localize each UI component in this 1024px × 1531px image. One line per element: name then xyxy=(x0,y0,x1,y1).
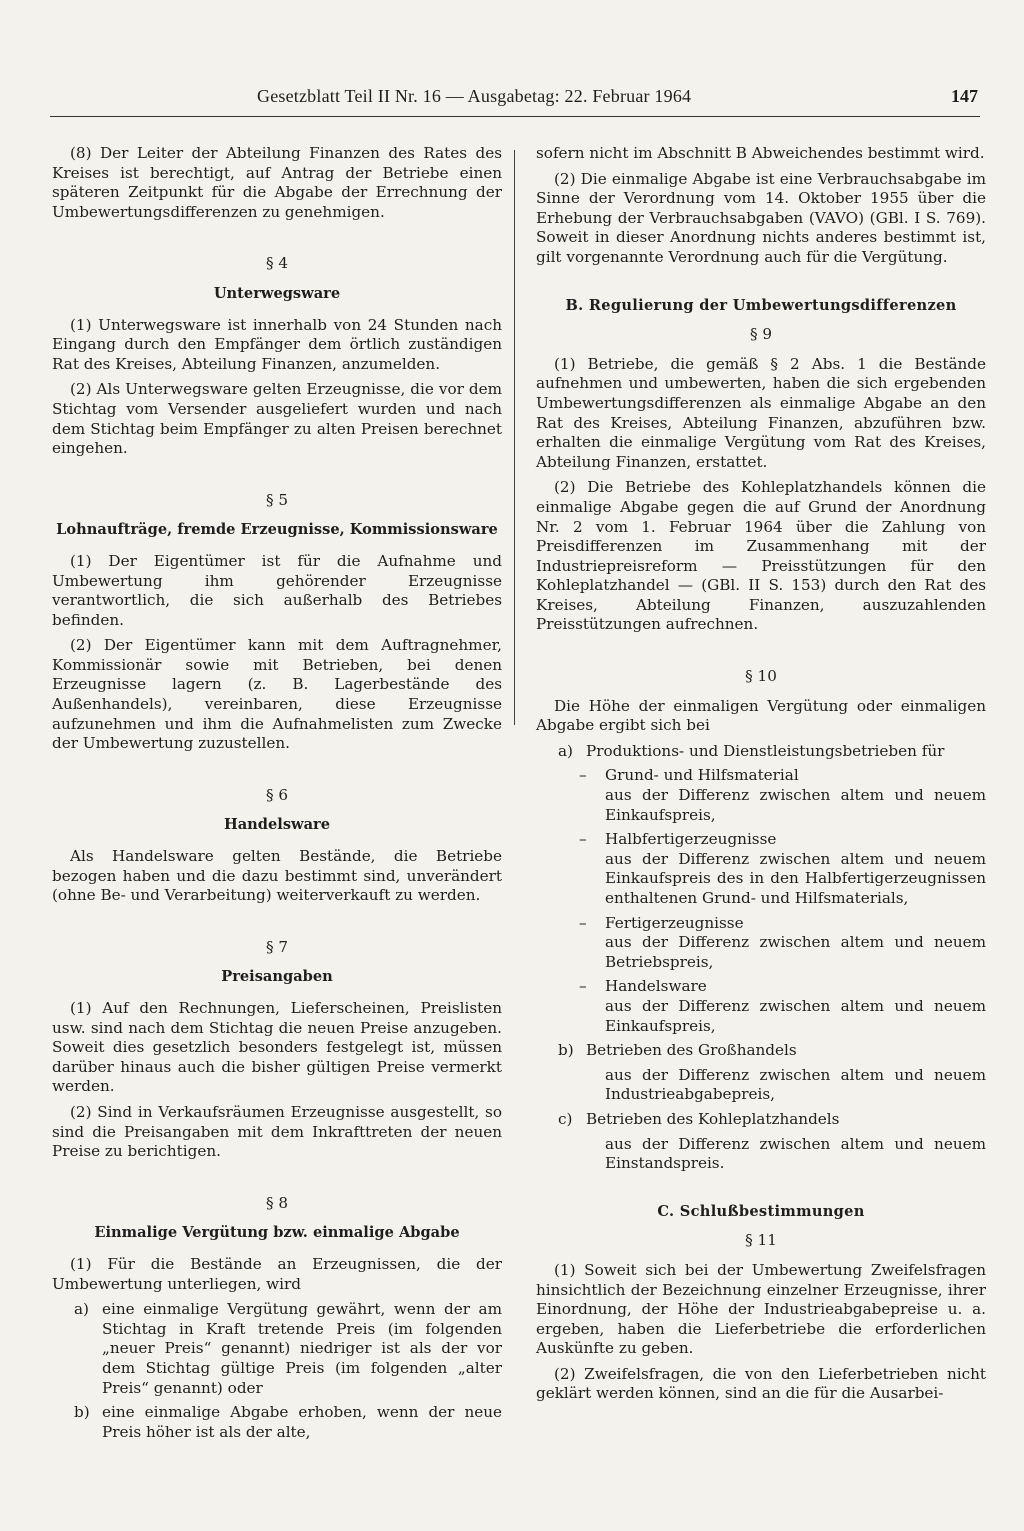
dash-text: Fertigerzeugnisse xyxy=(605,913,744,932)
section-number: § 9 xyxy=(749,325,773,344)
list-text: Betrieben des Großhandels xyxy=(586,1041,797,1060)
section-number: § 10 xyxy=(745,667,777,686)
section-title: Lohnaufträge, fremde Erzeugnisse, Kommissionsware xyxy=(56,521,498,539)
paragraph: (1) Auf den Rechnungen, Lieferscheinen, Preislisten usw. sind nach dem Stichtag die neuen Preise anzugeben. Soweit dies gesetzlich besonders festgelegt ist, müssen darüber hinaus auch die bisher gültigen Preise vermerkt werden. xyxy=(52,999,502,1096)
dash-item xyxy=(536,914,986,934)
sub-text: aus der Differenz zwischen altem und neuem Industrieabgabepreis, xyxy=(605,1065,986,1104)
list-text: eine einmalige Vergütung gewährt, wenn der am Stichtag in Kraft tretende Preis (im folgenden „neuer Preis“ genannt) niedriger ist als der vor dem Stichtag gültige Preis (im folgenden „alter Preis“ genannt) oder xyxy=(102,1300,502,1397)
dash-mark: – xyxy=(579,913,587,932)
page-number: 147 xyxy=(951,86,978,106)
list-item xyxy=(536,1041,986,1061)
list-text: eine einmalige Abgabe erhoben, wenn der neue Preis höher ist als der alte, xyxy=(102,1403,502,1441)
dash-mark: – xyxy=(579,830,587,849)
dash-mark: – xyxy=(579,766,587,785)
dash-text: Handelsware xyxy=(605,977,707,996)
paragraph: sofern nicht im Abschnitt B Abweichendes bestimmt wird. xyxy=(536,144,985,162)
list-item xyxy=(536,742,986,762)
dash-item xyxy=(536,766,986,786)
section-title: Preisangaben xyxy=(221,968,333,986)
paragraph: (1) Soweit sich bei der Umbewertung Zweifelsfragen hinsichtlich der Bezeichnung einzelner Erzeugnisse, ihrer Einordnung, der Höhe der Industrieabgabepreise u. a. ergeben, haben die Lieferbetriebe die erforderlichen Auskünfte zu geben. xyxy=(536,1260,986,1358)
section-title: Unterwegsware xyxy=(213,284,341,302)
paragraph: Als Handelsware gelten Bestände, die Betriebe bezogen haben und die dazu bestimmt sind, unverändert (ohne Be- und Verarbeitung) weiterverkauft zu werden. xyxy=(52,847,502,905)
header-title: Gesetzblatt Teil II Nr. 16 — Ausgabetag: 22. Februar 1964 xyxy=(257,86,692,106)
section-number: § 11 xyxy=(745,1231,777,1250)
paragraph: (2) Die Betriebe des Kohleplatzhandels können die einmalige Abgabe gegen die auf Grund der Anordnung Nr. 2 vom 1. Februar 1964 über die Zahlung von Preisdifferenzen im Zusammenhang mit der Industriepreisreform — Preisstützungen für den Kohleplatzhandel — (GBl. II S. 153) durch den Rat des Kreises, Abteilung Finanzen, auszuzahlenden Preisstützungen aufrechnen. xyxy=(536,478,986,634)
dash-mark: – xyxy=(579,977,587,996)
section-number: § 4 xyxy=(265,254,289,273)
paragraph: (2) Sind in Verkaufsräumen Erzeugnisse ausgestellt, so sind die Preisangaben mit dem Inkrafttreten der neuen Preise zu berichtigen. xyxy=(52,1102,502,1161)
page-header xyxy=(50,86,980,117)
list-item xyxy=(536,1110,986,1130)
paragraph: (2) Zweifelsfragen, die von den Lieferbetrieben nicht geklärt werden können, sind an die für die Ausarbei- xyxy=(536,1364,986,1403)
list-item xyxy=(52,1300,502,1398)
list-text: Betrieben des Kohleplatzhandels xyxy=(586,1109,840,1128)
dash-item xyxy=(536,830,986,850)
paragraph: Die Höhe der einmaligen Vergütung oder einmaligen Abgabe ergibt sich bei xyxy=(536,696,986,735)
part-heading: C. Schlußbestimmungen xyxy=(657,1202,865,1220)
left-column xyxy=(52,144,502,1447)
dash-item xyxy=(536,977,986,997)
dash-text: Grund- und Hilfsmaterial xyxy=(605,766,799,785)
list-label: c) xyxy=(558,1109,573,1128)
sub-text: aus der Differenz zwischen altem und neuem Betriebspreis, xyxy=(605,933,986,971)
list-label: a) xyxy=(74,1300,89,1319)
paragraph: (1) Unterwegsware ist innerhalb von 24 Stunden nach Eingang durch den Empfänger dem örtlich zuständigen Rat des Kreises, Abteilung Finanzen, anzumelden. xyxy=(52,315,502,373)
list-label: b) xyxy=(558,1041,574,1060)
paragraph: (2) Die einmalige Abgabe ist eine Verbrauchsabgabe im Sinne der Verordnung vom 14. Oktober 1955 über die Erhebung der Verbrauchsabgaben (VAVO) (GBl. I S. 769). Soweit in dieser Anordnung nichts anderes bestimmt ist, gilt vorgenannte Verordnung auch für die Vergütung. xyxy=(536,169,986,266)
paragraph: (1) Betriebe, die gemäß § 2 Abs. 1 die Bestände aufnehmen und umbewerten, haben die sich ergebenden Umbewertungsdifferenzen als einmalige Abgabe an den Rat des Kreises, Abteilung Finanzen, abzuführen bzw. erhalten die einmalige Vergütung vom Rat des Kreises, Abteilung Finanzen, erstattet. xyxy=(536,354,986,471)
sub-text: aus der Differenz zwischen altem und neuem Einkaufspreis, xyxy=(605,786,986,824)
section-title: Handelsware xyxy=(223,816,331,834)
sub-text: aus der Differenz zwischen altem und neuem Einkaufspreis, xyxy=(605,996,986,1035)
sub-text: aus der Differenz zwischen altem und neuem Einkaufspreis des in den Halbfertigerzeugnissen enthaltenen Grund- und Hilfsmaterials, xyxy=(605,849,986,907)
paragraph: (8) Der Leiter der Abteilung Finanzen des Rates des Kreises ist berechtigt, auf Antrag der Betriebe einen späteren Zeitpunkt für die Abgabe der Errechnung der Umbewertungsdifferenzen zu genehmigen. xyxy=(52,144,502,221)
list-label: a) xyxy=(558,741,573,760)
paragraph: (2) Der Eigentümer kann mit dem Auftragnehmer, Kommissionär sowie mit Betrieben, bei denen Erzeugnisse lagern (z. B. Lagerbestände des Außenhandels), vereinbaren, diese Erzeugnisse aufzunehmen und ihm die Aufnahmelisten zum Zwecke der Umbewertung zuzustellen. xyxy=(52,636,502,753)
right-column xyxy=(536,144,986,1410)
paragraph: (2) Als Unterwegsware gelten Erzeugnisse, die vor dem Stichtag vom Versender ausgeliefert wurden und nach dem Stichtag beim Empfänger zu alten Preisen berechnet eingehen. xyxy=(52,380,502,458)
dash-text: Halbfertigerzeugnisse xyxy=(605,830,777,849)
part-heading: B. Regulierung der Umbewertungsdifferenzen xyxy=(565,296,957,314)
list-item xyxy=(52,1403,502,1442)
section-number: § 7 xyxy=(265,937,289,956)
list-text: Produktions- und Dienstleistungsbetrieben für xyxy=(586,741,945,760)
section-number: § 5 xyxy=(265,490,289,509)
section-title: Einmalige Vergütung bzw. einmalige Abgabe xyxy=(94,1224,460,1242)
section-number: § 8 xyxy=(265,1193,289,1212)
paragraph: (1) Für die Bestände an Erzeugnissen, die der Umbewertung unterliegen, wird xyxy=(52,1254,502,1293)
section-number: § 6 xyxy=(265,785,289,804)
sub-text: aus der Differenz zwischen altem und neuem Einstandspreis. xyxy=(605,1134,986,1173)
paragraph: (1) Der Eigentümer ist für die Aufnahme und Umbewertung ihm gehörender Erzeugnisse verantwortlich, die sich außerhalb des Betriebes befinden. xyxy=(52,551,502,629)
list-label: b) xyxy=(74,1403,90,1422)
